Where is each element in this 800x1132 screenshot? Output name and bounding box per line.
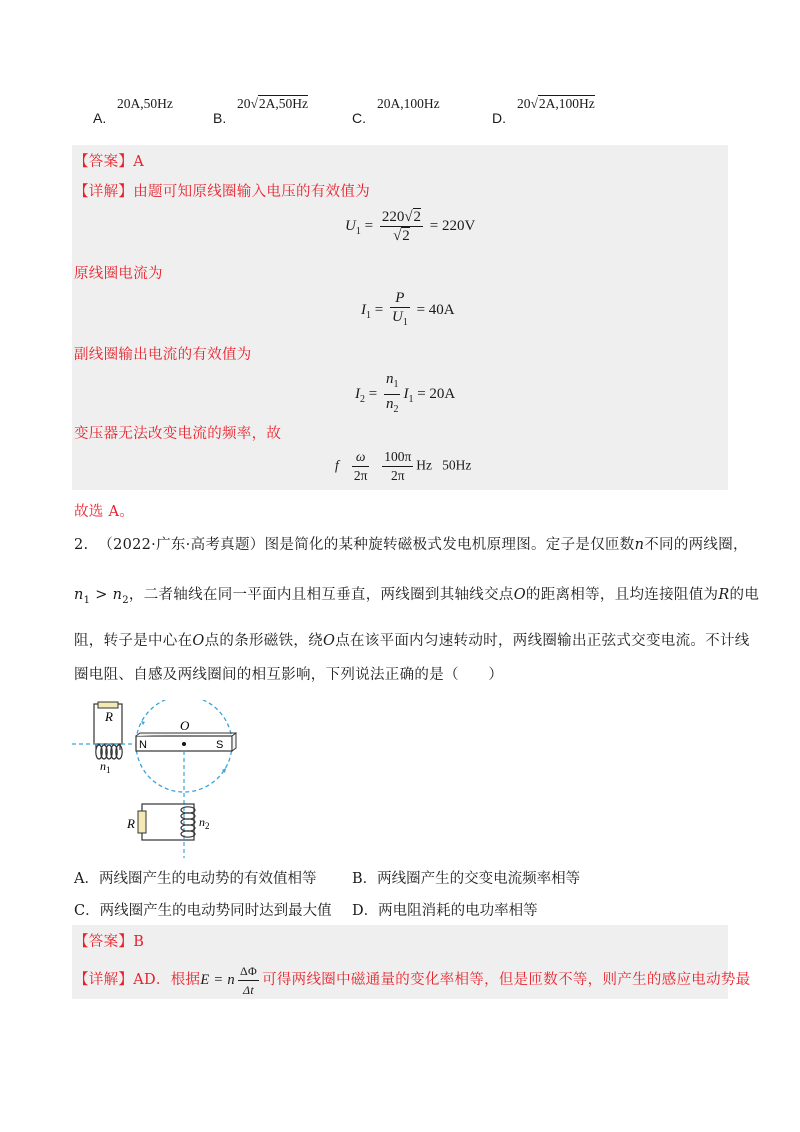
resistor-top-icon: [98, 702, 118, 708]
label-r-bottom: R: [127, 816, 135, 831]
formula-i1: $I_1$ = $\frac{P}{U_1}$ = 40A: [361, 290, 455, 328]
conclusion1: 故选 A。: [74, 504, 135, 520]
formula-i2: $I_2$ = $\frac{n_1}{n_2}$ $I_1 = 20A$: [355, 371, 456, 415]
coil-n2-icon: [181, 807, 195, 837]
q2-stem-line1: 2. （2022·广东·高考真题）图是简化的某种旋转磁极式发电机原理图。定子是仅匝数n不同的两线圈，: [74, 537, 748, 553]
label-n-pole: N: [139, 739, 147, 751]
arrow-icon: [141, 721, 145, 725]
option-c-value: 20A,100Hz: [377, 96, 440, 111]
detail1-intro: 【详解】由题可知原线圈输入电压的有效值为: [74, 184, 371, 200]
option-b-value: 20√2A,50Hz: [237, 96, 309, 111]
answer2-line: 【答案】B: [74, 934, 145, 950]
coil-n1-icon: [96, 744, 122, 759]
choice-d: D．两电阻消耗的电功率相等: [352, 903, 538, 919]
resistor-bottom-icon: [138, 811, 146, 833]
coil-n2-circuit: [120, 800, 240, 860]
answer1-line: 【答案】A: [74, 154, 144, 170]
detail2-line: 【详解】AD．根据E = n $\frac{\Delta\Phi}{\Delta t}$ 可得两线圈中磁通量的变化率相等，但是匝数不等，则产生的感应电动势最: [74, 964, 751, 997]
label-n2: $n_2$: [199, 815, 210, 831]
option-d-value: 20√2A,100Hz: [517, 96, 595, 111]
label-n1: $n_1$: [100, 759, 111, 775]
formula-u1: $U_1$ = $\frac{220√2}{√2}$ = 220V: [345, 209, 476, 244]
option-a-letter: A.: [93, 110, 107, 126]
label-s-pole: S: [216, 739, 224, 751]
option-d-letter: D.: [492, 110, 506, 126]
option-b-letter: B.: [213, 110, 227, 126]
center-point: [182, 742, 186, 746]
formula-f: f $\frac{\omega}{2\pi}$ $\frac{100\pi}{2\pi}$ Hz 50Hz: [335, 449, 472, 483]
q2-stem-line3: 阻，转子是中心在O点的条形磁铁，绕O点在该平面内匀速转动时，两线圈输出正弦式交变电流。不计线: [74, 633, 750, 649]
q2-stem-line4: 圈电阻、自感及两线圈间的相互影响，下列说法正确的是（ ）: [74, 667, 504, 683]
q2-stem-line2: $n_1 > n_2$，二者轴线在同一平面内且相互垂直，两线圈到其轴线交点O的距离相等，且均连接阻值为R的电: [74, 587, 760, 606]
detail1-line3: 副线圈输出电流的有效值为: [74, 347, 252, 363]
label-r-top: R: [105, 709, 113, 724]
choice-c: C．两线圈产生的电动势同时达到最大值: [74, 903, 332, 919]
choice-a: A．两线圈产生的电动势的有效值相等: [74, 871, 317, 887]
option-c-letter: C.: [352, 110, 366, 126]
detail1-line2: 原线圈电流为: [74, 266, 163, 282]
detail1-line4: 变压器无法改变电流的频率，故: [74, 426, 282, 442]
option-a-value: 20A,50Hz: [117, 96, 173, 111]
choice-b: B．两线圈产生的交变电流频率相等: [352, 871, 581, 887]
label-o: O: [180, 718, 190, 733]
